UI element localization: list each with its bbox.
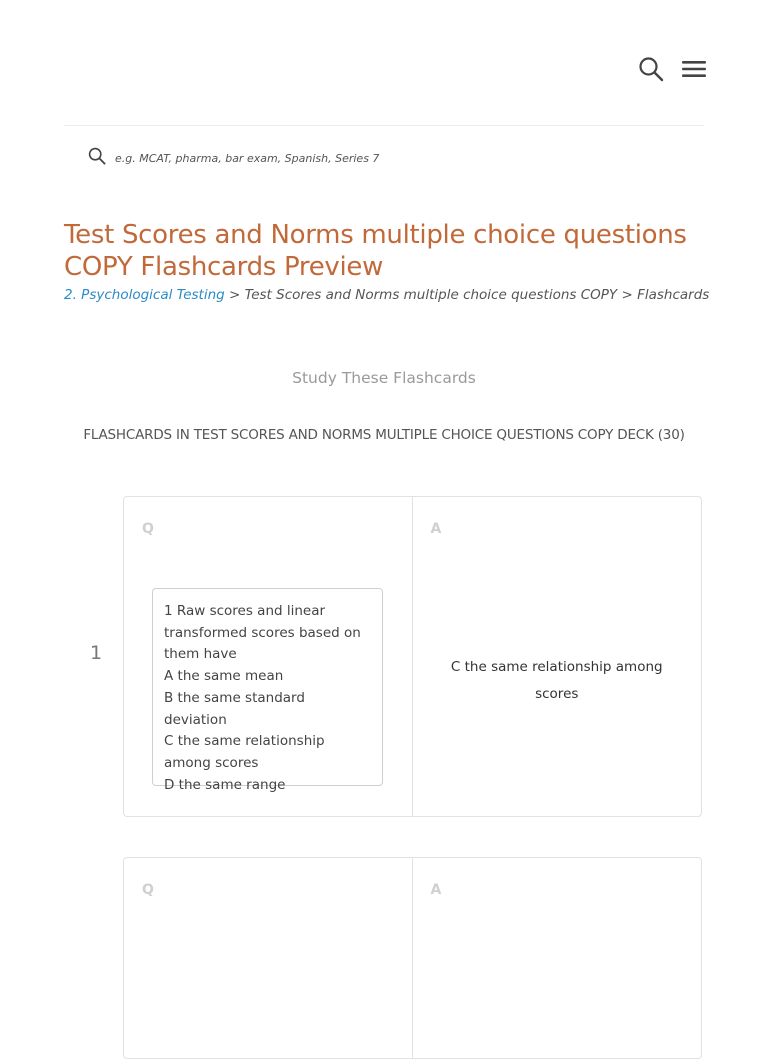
answer-text: C the same relationship among scores <box>450 659 663 702</box>
breadcrumb-separator: > <box>229 287 241 303</box>
question-line: 1 Raw scores and linear transformed scores based on them have <box>164 603 361 663</box>
question-line: C the same relationship among scores <box>164 733 325 771</box>
flashcard-question-side <box>124 497 413 816</box>
question-line: A the same mean <box>164 668 284 685</box>
flashcard[interactable] <box>123 857 702 1059</box>
search-icon <box>88 147 106 170</box>
search-input[interactable] <box>115 152 655 165</box>
breadcrumb-separator: > <box>621 287 633 303</box>
breadcrumb-link-deck-category[interactable]: 2. Psychological Testing <box>64 287 225 303</box>
question-line: B the same standard deviation <box>164 689 305 728</box>
question-text-box <box>152 588 383 793</box>
search-bar <box>88 146 688 170</box>
question-line: D the same range <box>164 776 286 793</box>
flashcard-answer-side <box>413 858 702 1058</box>
deck-heading: FLASHCARDS IN TEST SCORES AND NORMS MULTIPLE CHOICE QUESTIONS COPY DECK (30) <box>83 427 685 443</box>
header-divider <box>64 125 704 126</box>
header-icons <box>638 56 706 87</box>
breadcrumb <box>64 287 744 303</box>
answer-label: A <box>430 521 442 537</box>
question-label: Q <box>142 882 154 898</box>
flashcard[interactable] <box>123 496 702 817</box>
flashcard-question-side <box>124 858 413 1058</box>
answer-label: A <box>430 882 442 898</box>
page-title: Test Scores and Norms multiple choice questions COPY Flashcards Preview <box>64 220 687 282</box>
card-number: 1 <box>89 642 103 664</box>
top-bar <box>0 0 768 126</box>
breadcrumb-current: Flashcards <box>637 287 710 303</box>
search-icon[interactable] <box>638 56 664 87</box>
flashcard-answer-side <box>413 497 702 816</box>
breadcrumb-deck: Test Scores and Norms multiple choice questions COPY <box>244 287 618 303</box>
question-label: Q <box>142 521 154 537</box>
hamburger-menu-icon[interactable] <box>682 59 706 84</box>
study-flashcards-link[interactable]: Study These Flashcards <box>292 369 476 387</box>
